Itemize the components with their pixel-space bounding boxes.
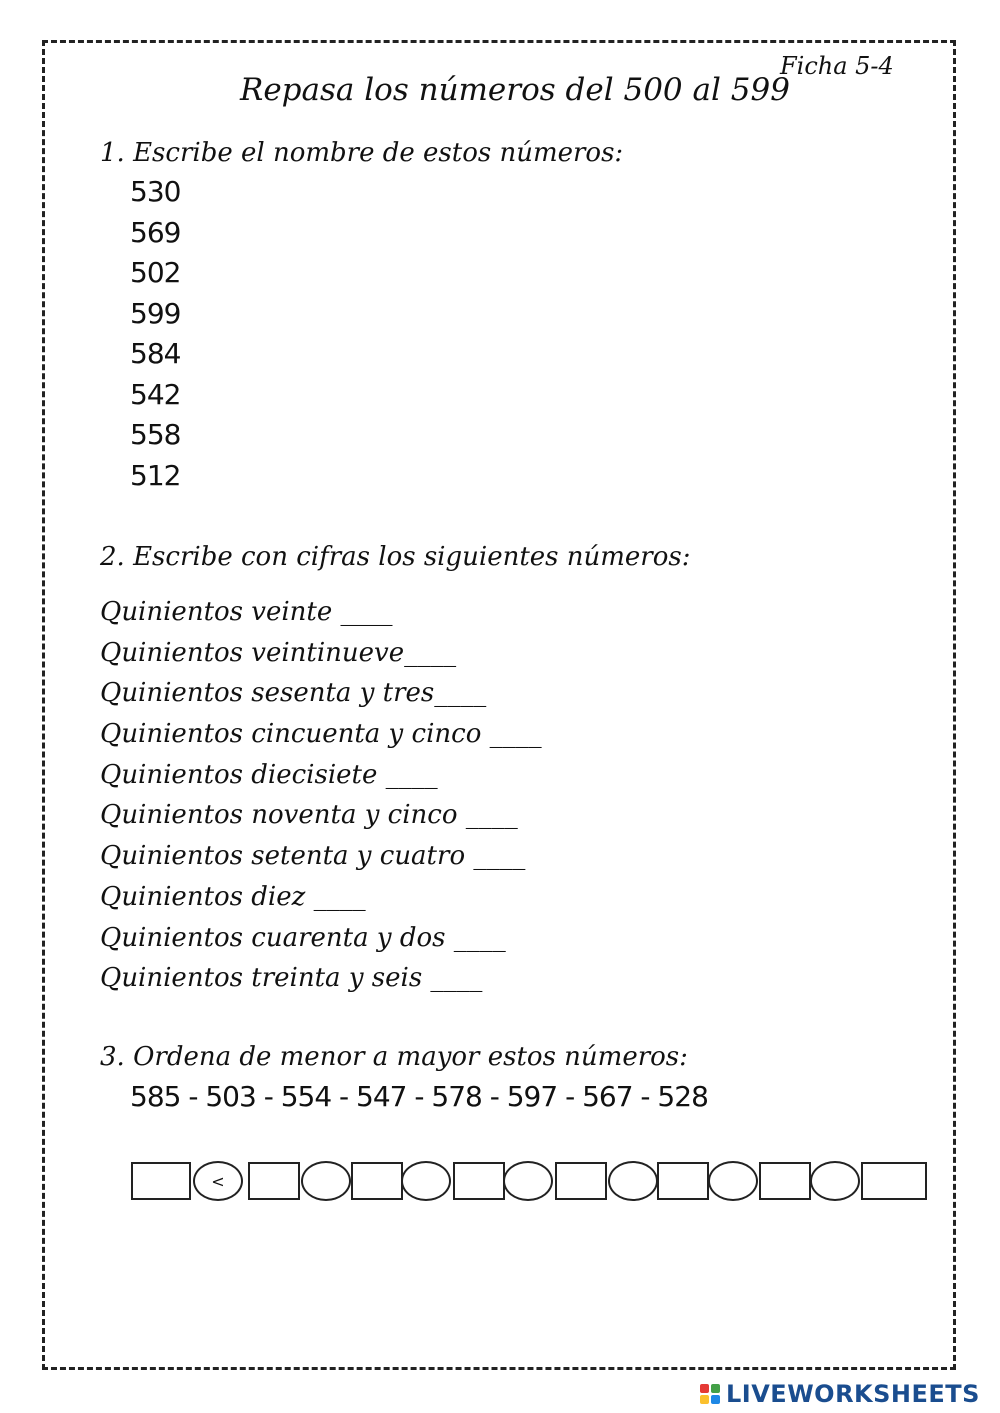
comparison-oval	[503, 1161, 553, 1201]
number-item: 512	[130, 458, 181, 492]
answer-box	[248, 1162, 300, 1200]
answer-box	[759, 1162, 811, 1200]
answer-box	[453, 1162, 505, 1200]
phrase-item: Quinientos veintinueve____	[100, 637, 457, 668]
comparison-oval	[708, 1161, 758, 1201]
number-item: 502	[130, 256, 181, 289]
logo-square	[711, 1384, 720, 1393]
logo-square	[700, 1384, 709, 1393]
section1-heading: 1. Escribe el nombre de estos números:	[100, 138, 624, 168]
number-sequence: 585 - 503 - 554 - 547 - 578 - 597 - 567 - 528	[130, 1080, 708, 1113]
number-item: 558	[130, 418, 181, 451]
phrase-item: Quinientos setenta y cuatro ____	[100, 841, 526, 872]
number-item: 584	[130, 337, 181, 370]
section2-phrase-list	[100, 592, 542, 999]
answer-box	[131, 1162, 191, 1200]
answer-box	[861, 1162, 927, 1200]
section1-number-list	[130, 172, 180, 496]
phrase-item: Quinientos diecisiete ____	[100, 759, 438, 790]
brand-name: LIVEWORKSHEETS	[726, 1380, 980, 1408]
logo-square	[711, 1395, 720, 1404]
section2-heading: 2. Escribe con cifras los siguientes números:	[100, 542, 691, 572]
comparison-oval	[401, 1161, 451, 1201]
liveworksheets-brand	[700, 1378, 980, 1410]
phrase-item: Quinientos veinte ____	[100, 597, 393, 627]
answer-box	[657, 1162, 709, 1200]
liveworksheets-logo-icon	[700, 1384, 720, 1404]
phrase-item: Quinientos cuarenta y dos ____	[100, 922, 506, 953]
worksheet-code: Ficha 5-4	[780, 52, 894, 80]
comparison-oval: <	[193, 1161, 243, 1201]
phrase-item: Quinientos cincuenta y cinco ____	[100, 719, 542, 750]
section3-heading: 3. Ordena de menor a mayor estos números:	[100, 1042, 688, 1072]
phrase-item: Quinientos treinta y seis ____	[100, 963, 483, 994]
ordering-row	[131, 1162, 931, 1202]
comparison-oval	[608, 1161, 658, 1201]
page-title: Repasa los números del 500 al 599	[240, 72, 790, 108]
number-item: 542	[130, 377, 181, 411]
number-item: 530	[130, 175, 181, 208]
comparison-oval	[301, 1161, 351, 1201]
answer-box	[351, 1162, 403, 1200]
answer-box	[555, 1162, 607, 1200]
logo-square	[700, 1395, 709, 1404]
comparison-oval	[810, 1161, 860, 1201]
number-item: 569	[130, 215, 181, 249]
phrase-item: Quinientos diez ____	[100, 881, 366, 912]
phrase-item: Quinientos sesenta y tres____	[100, 678, 487, 709]
number-item: 599	[130, 296, 181, 330]
phrase-item: Quinientos noventa y cinco ____	[100, 800, 518, 831]
